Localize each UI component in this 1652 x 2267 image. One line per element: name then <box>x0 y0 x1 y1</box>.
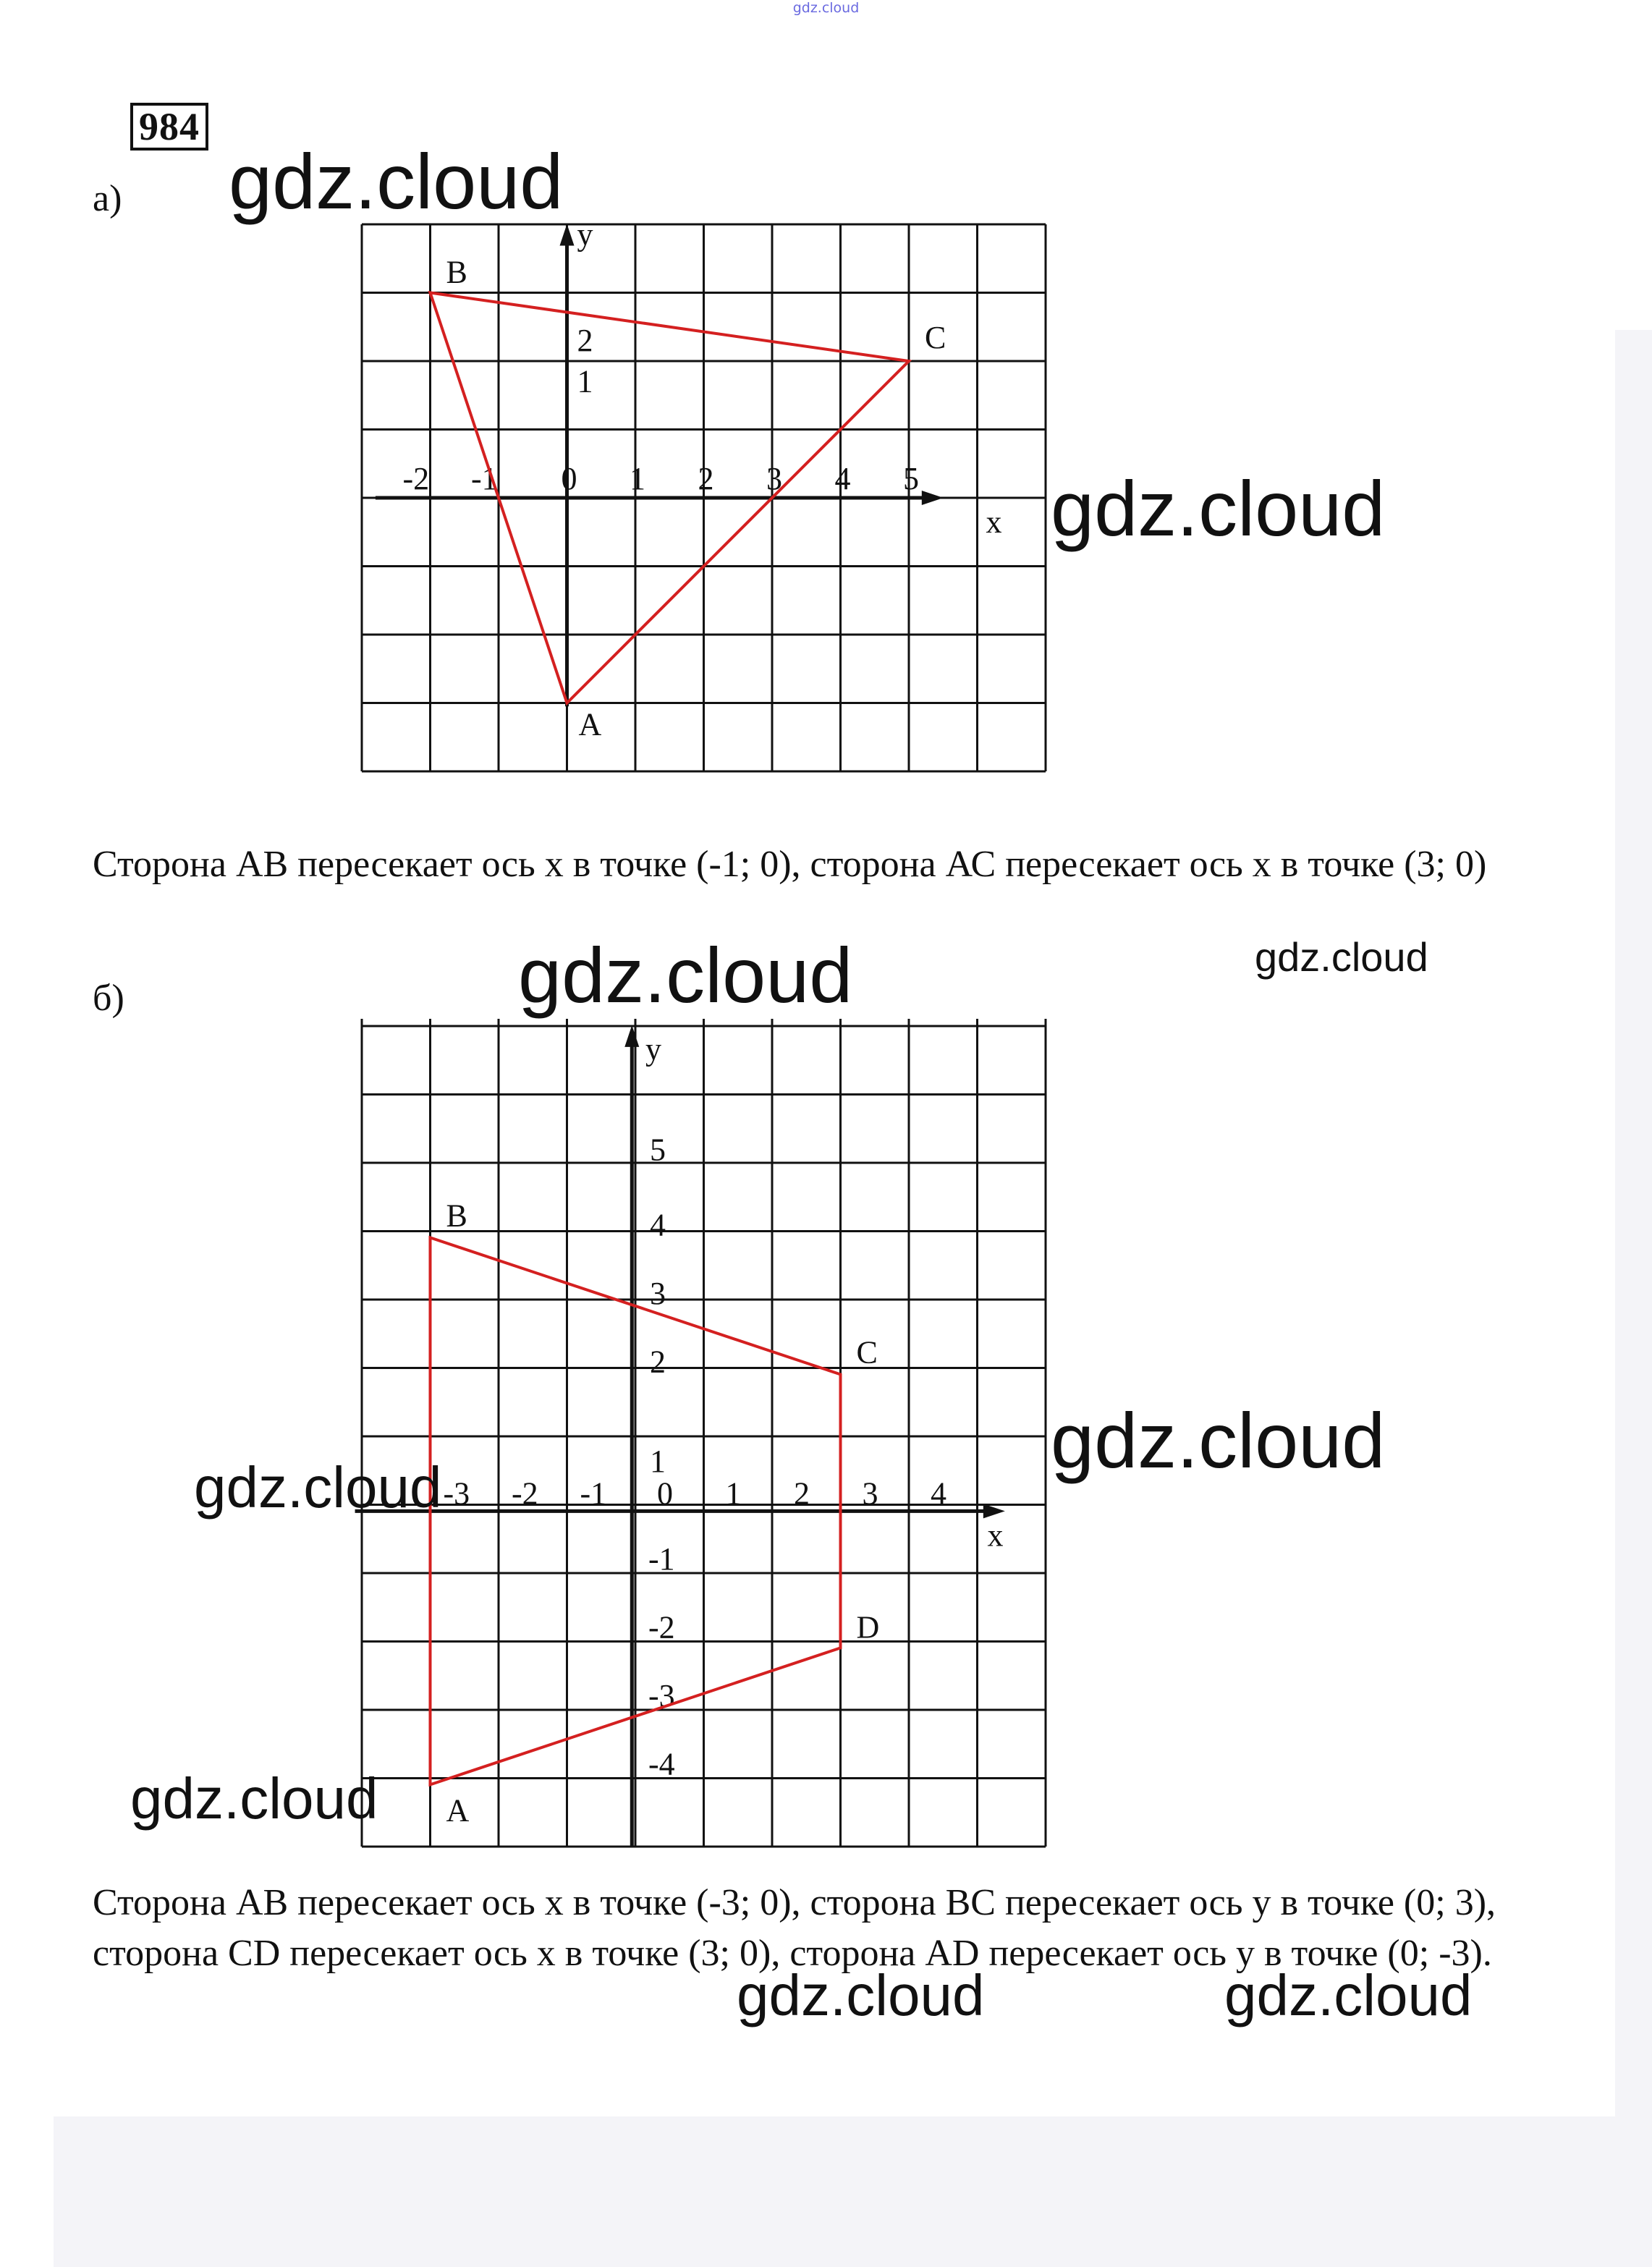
watermark: gdz.cloud <box>130 1766 378 1831</box>
x-tick-label: 3 <box>766 461 782 496</box>
grid-b <box>362 1019 1046 1847</box>
watermark: gdz.cloud <box>1051 1397 1386 1484</box>
y-tick-label: 2 <box>650 1344 666 1380</box>
watermark: gdz.cloud <box>1051 465 1386 552</box>
x-tick-label: -1 <box>580 1475 607 1512</box>
y-tick-label: -2 <box>648 1609 675 1645</box>
x-tick-label: 1 <box>630 461 645 496</box>
page-bottom-band <box>54 2116 1617 2267</box>
x-tick-label: 3 <box>862 1475 878 1512</box>
y-axis-arrow-icon <box>560 224 575 245</box>
x-tick-label: 2 <box>698 461 714 496</box>
x-axis-label: x <box>987 1517 1004 1554</box>
x-tick-label: 2 <box>794 1475 810 1512</box>
y-axis-label: y <box>645 1031 661 1067</box>
y-axis-arrow-icon <box>624 1025 639 1047</box>
y-tick-label: 5 <box>650 1132 666 1168</box>
x-axis-arrow-icon <box>922 491 944 505</box>
watermark: gdz.cloud <box>229 137 564 225</box>
x-tick-label: -2 <box>402 461 430 496</box>
x-tick-label: 4 <box>834 461 851 496</box>
x-tick-label: 4 <box>931 1475 946 1512</box>
x-tick-label: -1 <box>471 461 498 496</box>
y-tick-label: -4 <box>648 1746 675 1782</box>
answer-a-text: Сторона АВ пересекает ось х в точке (-1; 0), сторона АС пересекает ось х в точке (3; 0) <box>93 844 1487 885</box>
x-tick-label: 5 <box>903 461 919 496</box>
watermark: gdz.cloud <box>518 931 853 1019</box>
watermark: gdz.cloud <box>1224 1963 1473 2027</box>
y-tick-label: 2 <box>577 322 593 358</box>
x-tick-label: 0 <box>657 1475 673 1512</box>
y-tick-label: 1 <box>577 363 593 399</box>
task-number: 984 <box>130 103 208 151</box>
part-b-label: б) <box>93 978 124 1019</box>
x-tick-label: 0 <box>561 461 577 496</box>
ticks-b <box>444 1032 1004 1782</box>
y-axis-label: y <box>577 216 593 253</box>
header-watermark: gdz.cloud <box>792 0 860 16</box>
x-axis-label: x <box>986 504 1002 540</box>
y-tick-label: -3 <box>648 1677 675 1713</box>
x-tick-label: 1 <box>725 1475 742 1512</box>
x-tick-label: -3 <box>443 1475 470 1512</box>
part-a-label: а) <box>93 178 122 219</box>
vertex-label-a: A <box>446 1792 470 1829</box>
vertex-label-a: A <box>578 706 602 742</box>
vertex-label-c: C <box>856 1334 878 1370</box>
answer-b-text: Сторона АВ пересекает ось х в точке (-3; 0), сторона ВС пересекает ось у в точке (0; 3), сторона CD пересекает ось х в точке (3; 0), сторона AD пересекает ось у в точке (0; -3). <box>93 1882 1496 1974</box>
watermark: gdz.cloud <box>194 1455 442 1520</box>
vertex-label-b: B <box>446 1198 467 1234</box>
vertex-label-d: D <box>856 1609 880 1645</box>
coordinate-graph-a <box>362 216 1049 789</box>
y-tick-label: 3 <box>650 1276 666 1311</box>
y-tick-label: 1 <box>650 1443 666 1479</box>
ticks-a <box>403 216 1002 540</box>
y-tick-label: 4 <box>650 1207 666 1243</box>
y-tick-label: -1 <box>648 1541 675 1577</box>
page-edge-band <box>1615 330 1652 2267</box>
watermark: gdz.cloud <box>737 1963 985 2027</box>
x-tick-label: -2 <box>512 1475 538 1512</box>
watermark: gdz.cloud <box>1255 934 1428 980</box>
coordinate-graph-b <box>362 1019 1049 1880</box>
x-axis-arrow-icon <box>983 1504 1005 1518</box>
vertex-label-c: C <box>925 320 946 355</box>
vertex-label-b: B <box>446 254 467 290</box>
